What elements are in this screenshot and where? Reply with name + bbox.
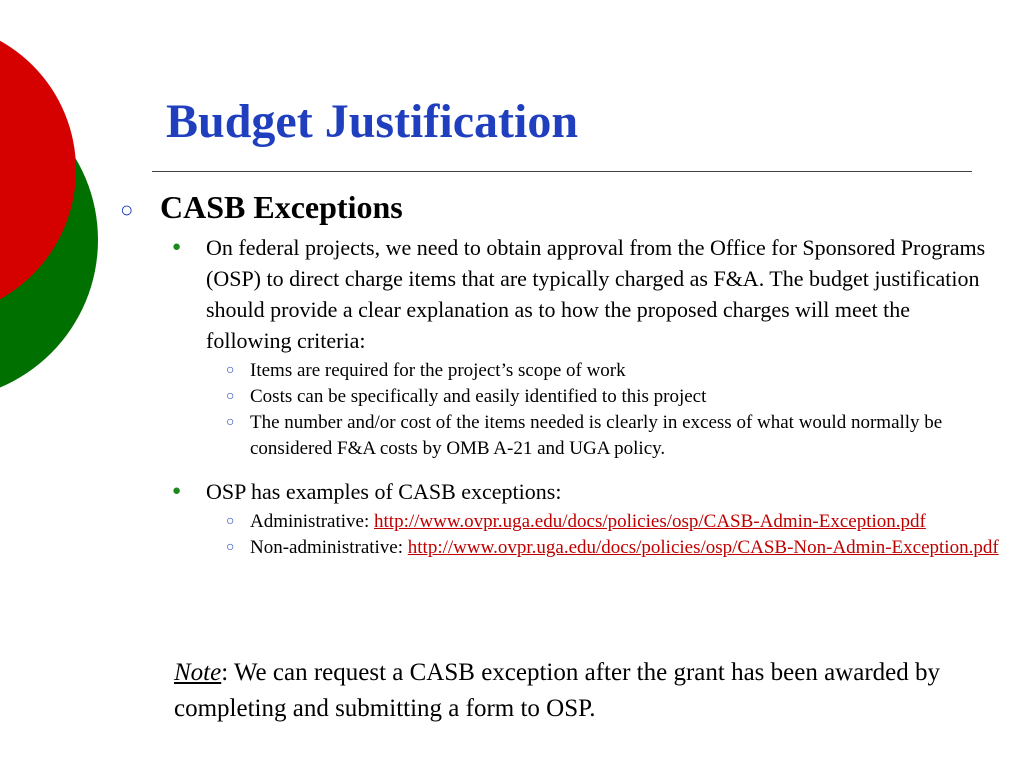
bullet-text: On federal projects, we need to obtain approval from the Office for Sponsored Programs (OSP) to direct charge items that are typically charged as F&A. The budget justification should provide a clear explanation as to how the proposed charges will meet the following criteria: <box>206 235 986 353</box>
green-dot-icon: ● <box>172 483 182 499</box>
subitem-text: The number and/or cost of the items needed is clearly in excess of what would normally be considered F&A costs by OMB A-21 and UGA policy. <box>250 412 943 459</box>
bullet-text: OSP has examples of CASB exceptions: <box>206 479 562 504</box>
non-admin-exception-link[interactable]: http://www.ovpr.uga.edu/docs/policies/osp/CASB-Non-Admin-Exception.pdf <box>407 537 999 558</box>
bullet-item-examples <box>172 476 1000 507</box>
note-paragraph <box>174 655 994 727</box>
circle-outline-icon: ○ <box>226 389 235 404</box>
slide-title: Budget Justification <box>166 95 579 148</box>
circle-outline-icon: ○ <box>120 197 134 222</box>
subitem-excess <box>226 410 1000 462</box>
circle-outline-icon: ○ <box>226 514 235 529</box>
circle-outline-icon: ○ <box>226 540 235 555</box>
subitem-label: Non-administrative: <box>250 537 408 558</box>
subitem-admin <box>226 509 1000 535</box>
green-dot-icon: ● <box>172 239 182 255</box>
heading-item <box>120 188 1000 226</box>
decorative-circles <box>0 0 110 400</box>
heading-text: CASB Exceptions <box>160 189 403 225</box>
subitem-non-admin <box>226 535 1000 561</box>
circle-outline-icon: ○ <box>226 363 235 378</box>
note-text: : We can request a CASB exception after the grant has been awarded by completing and submitting a form to OSP. <box>174 659 941 722</box>
subitem-label: Administrative: <box>250 511 375 532</box>
title-divider <box>152 171 972 172</box>
subitem-scope <box>226 358 1000 384</box>
admin-exception-link[interactable]: http://www.ovpr.uga.edu/docs/policies/osp/CASB-Admin-Exception.pdf <box>374 511 926 532</box>
subitem-text: Items are required for the project’s scope of work <box>250 360 626 381</box>
subitem-text: Costs can be specifically and easily identified to this project <box>250 386 707 407</box>
circle-outline-icon: ○ <box>226 415 235 430</box>
subitem-costs <box>226 384 1000 410</box>
slide-body <box>120 188 1000 561</box>
bullet-item-federal <box>172 232 1000 356</box>
note-label: Note <box>174 659 222 686</box>
